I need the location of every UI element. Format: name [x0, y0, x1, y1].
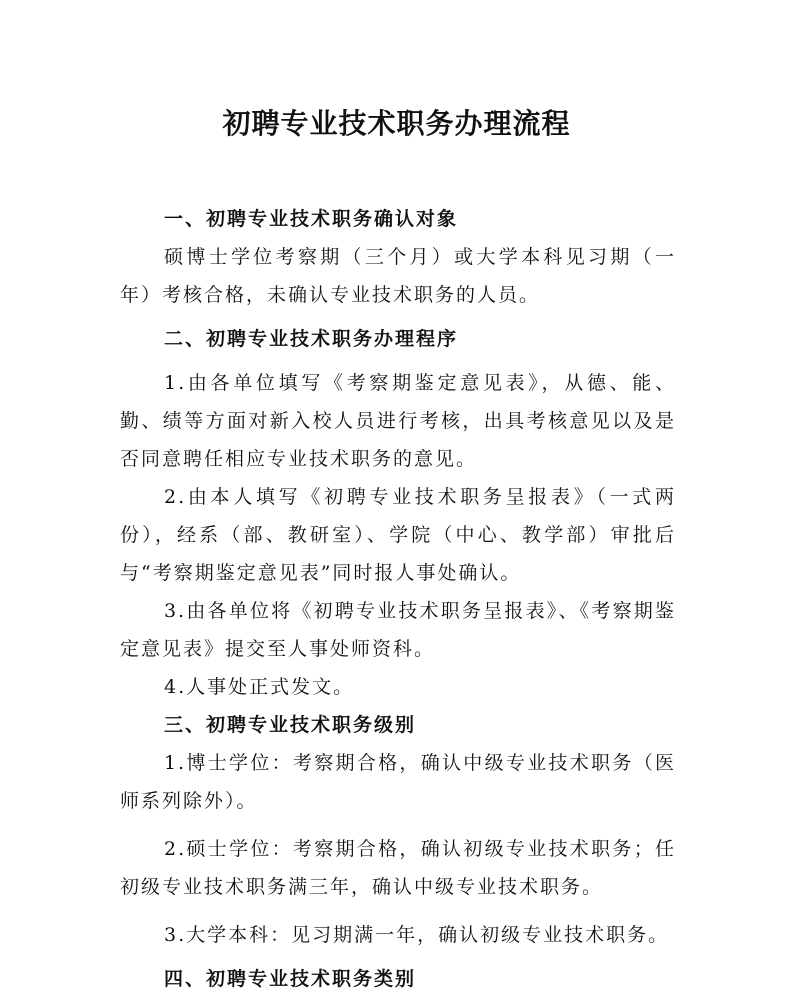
- paragraph: 硕博士学位考察期（三个月）或大学本科见习期（一年）考核合格，未确认专业技术职务的人员。: [120, 246, 676, 306]
- section-heading: 三、初聘专业技术职务级别: [164, 714, 417, 736]
- paragraph: 2.由本人填写《初聘专业技术职务呈报表》（一式两份），经系（部、教研室）、学院（中心、教学部）审批后与“考察期鉴定意见表”同时报人事处确认。: [120, 486, 676, 584]
- section-4: [120, 960, 676, 998]
- paragraph: 4.人事处正式发文。: [164, 676, 355, 698]
- paragraph: 3.大学本科：见习期满一年，确认初级专业技术职务。: [164, 924, 670, 946]
- section-heading: 四、初聘专业技术职务类别: [164, 968, 417, 990]
- paragraph: 2.硕士学位：考察期合格，确认初级专业技术职务；任初级专业技术职务满三年，确认中级专业技术职务。: [120, 838, 676, 898]
- section-heading: 一、初聘专业技术职务确认对象: [164, 208, 459, 230]
- section-3: [120, 706, 676, 954]
- document-title: 初聘专业技术职务办理流程: [222, 107, 571, 140]
- section-2: [120, 320, 676, 706]
- paragraph: 1.由各单位填写《考察期鉴定意见表》，从德、能、勤、绩等方面对新入校人员进行考核，出具考核意见以及是否同意聘任相应专业技术职务的意见。: [120, 372, 676, 470]
- document-body: [120, 200, 676, 998]
- section-heading: 二、初聘专业技术职务办理程序: [164, 328, 459, 350]
- paragraph: 1.博士学位：考察期合格，确认中级专业技术职务（医师系列除外）。: [120, 752, 676, 812]
- section-1: [120, 200, 676, 314]
- paragraph: 3.由各单位将《初聘专业技术职务呈报表》、《考察期鉴定意见表》提交至人事处师资科。: [120, 600, 676, 660]
